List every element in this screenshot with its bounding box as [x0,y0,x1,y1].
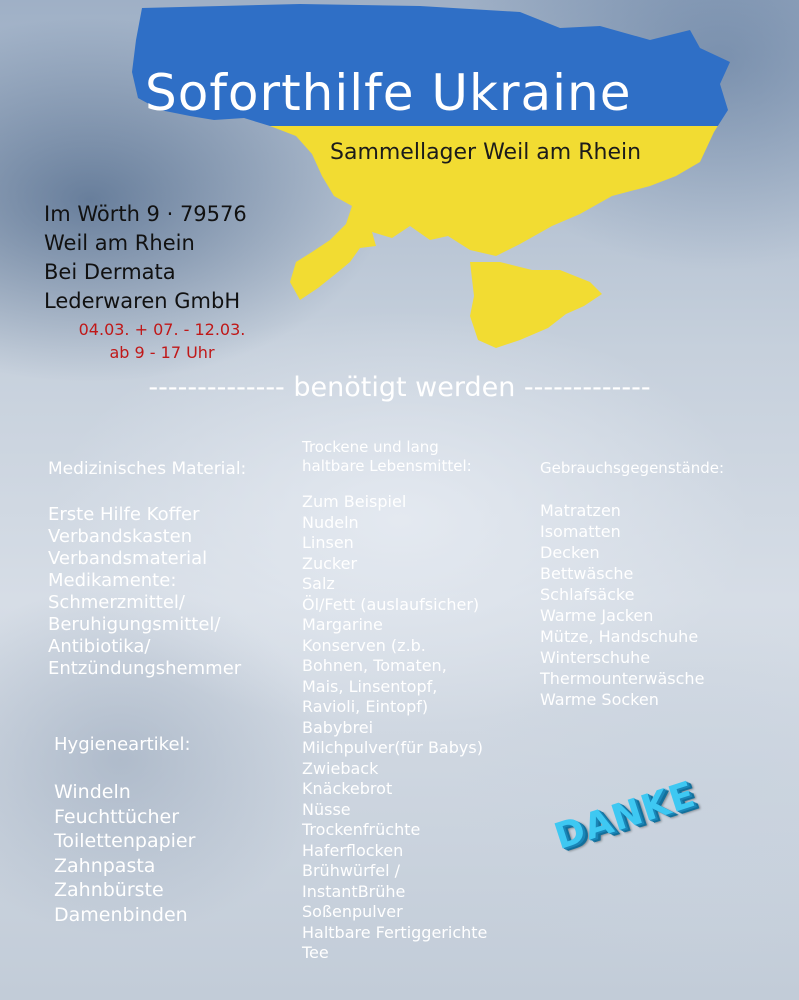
hours-line: ab 9 - 17 Uhr [109,343,215,362]
food-heading [302,438,487,476]
list-item: Brühwürfel / [302,861,401,880]
list-item: Zahnbürste [54,879,164,901]
list-item: Matratzen [540,501,621,520]
list-item: Haferflocken [302,840,404,860]
list-item: Linsen [302,533,354,552]
list-item: Toilettenpapier [54,830,196,852]
hygiene-list [54,734,195,927]
section-divider: -------------- benötigt werden ------------- [148,372,651,403]
address-line: Im Wörth 9 · 79576 [44,202,247,226]
list-item: Damenbinden [54,903,188,926]
list-item: Margarine [302,615,383,634]
opening-dates [62,318,262,364]
list-item: Isomatten [540,522,621,541]
list-item: Schlafsäcke [540,585,635,604]
list-item: Salz [302,574,335,593]
list-item: Öl/Fett (auslaufsicher) [302,594,480,614]
list-item: Nudeln [302,512,359,532]
list-item: Erste Hilfe Koffer [48,504,200,525]
list-item: Medikamente: [48,570,177,591]
list-item: Zum Beispiel [302,492,407,511]
hygiene-heading: Hygieneartikel: [54,734,191,755]
list-item: Soßenpulver [302,902,403,921]
list-item: Tee [302,943,329,962]
list-item: Beruhigungsmittel/ [48,614,221,635]
list-item: Warme Socken [540,690,659,709]
food-heading-line: haltbare Lebensmittel: [302,457,472,475]
page-title: Soforthilfe Ukraine [145,64,632,122]
list-item: Haltbare Fertiggerichte [302,922,488,942]
list-item: Decken [540,543,600,562]
list-item: Antibiotika/ [48,636,151,657]
goods-heading: Gebrauchsgegenstände: [540,459,725,477]
list-item: Winterschuhe [540,648,651,667]
list-item: InstantBrühe [302,881,406,901]
address-block [44,200,247,316]
list-item: Mais, Linsentopf, [302,676,438,696]
list-item: Zwieback [302,758,379,778]
list-item: Entzündungshemmer [48,658,242,679]
list-item: Schmerzmittel/ [48,592,185,613]
list-item: Zahnpasta [54,854,156,877]
list-item: Mütze, Handschuhe [540,627,699,646]
food-heading-line: Trockene und lang [302,438,439,456]
address-line: Bei Dermata [44,260,176,284]
list-item: Milchpulver(für Babys) [302,738,483,757]
food-list [302,438,487,964]
list-item: Babybrei [302,717,374,737]
address-line: Weil am Rhein [44,231,195,255]
medical-list [48,458,246,680]
list-item: Trockenfrüchte [302,820,421,839]
list-item: Feuchttücher [54,805,180,828]
page-subtitle: Sammellager Weil am Rhein [330,140,642,165]
list-item: Bettwäsche [540,564,634,583]
list-item: Windeln [54,781,131,803]
list-item: Knäckebrot [302,779,393,798]
dates-line: 04.03. + 07. - 12.03. [78,320,246,339]
list-item: Nüsse [302,799,351,819]
list-item: Konserven (z.b. [302,635,426,655]
list-item: Warme Jacken [540,606,654,625]
danke-wordart: DANKE [549,774,701,858]
goods-list [540,458,724,710]
list-item: Zucker [302,553,358,573]
medical-heading: Medizinisches Material: [48,459,247,479]
list-item: Thermounterwäsche [540,669,705,688]
list-item: Verbandskasten [48,526,193,547]
address-line: Lederwaren GmbH [44,289,241,313]
list-item: Ravioli, Eintopf) [302,697,429,716]
list-item: Bohnen, Tomaten, [302,656,447,675]
list-item: Verbandsmaterial [48,548,208,569]
